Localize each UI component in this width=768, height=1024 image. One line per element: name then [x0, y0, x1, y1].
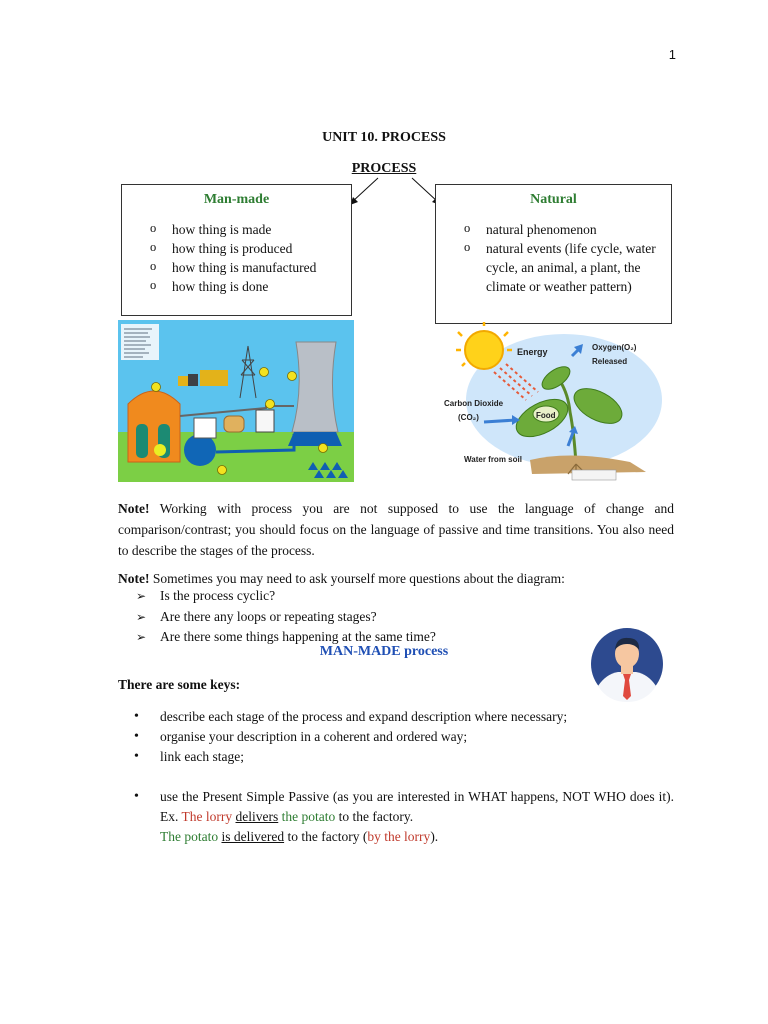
list-item: ➢ Are there some things happening at the same time?: [136, 627, 566, 648]
note-text: Working with process you are not supposed to use the language of change and comparison/contrast; you should focus on the language of passive and time transitions. You also need to describe the stages of the process.: [118, 501, 674, 558]
list-item: • link each stage;: [118, 747, 572, 767]
food-label: Food: [536, 411, 556, 420]
natural-box: [435, 184, 672, 324]
keys-heading: There are some keys:: [118, 677, 241, 692]
carbon-dioxide-label: Carbon Dioxide: [444, 399, 504, 408]
passive-rest: to the factory (: [284, 829, 368, 844]
avatar: [590, 624, 664, 708]
list-item: o how thing is manufactured: [150, 258, 351, 277]
oxygen-label: Oxygen(O₂): [592, 343, 637, 352]
passive-end: ).: [430, 829, 439, 844]
note-label: Note!: [118, 501, 150, 516]
list-item: [118, 787, 674, 847]
note-text: Sometimes you may need to ask yourself more questions about the diagram:: [149, 571, 565, 586]
passive-subject: The potato: [160, 829, 219, 844]
man-made-list: [122, 220, 351, 296]
list-item: • organise your description in a coherent and ordered way;: [118, 727, 572, 747]
list-item: o how thing is done: [150, 277, 351, 296]
passive-verb: is delivered: [221, 829, 285, 844]
question-list: [136, 586, 566, 648]
keys-list: [118, 707, 572, 767]
power-plant-illustration: [118, 320, 354, 482]
list-item: o natural phenomenon: [464, 220, 659, 239]
man-made-process-heading: MAN-MADE process: [319, 644, 449, 659]
passive-agent: by the lorry: [367, 829, 431, 844]
page-number: 1: [668, 47, 676, 62]
co2-label: (CO₂): [458, 413, 479, 422]
page-title: UNIT 10. PROCESS: [322, 130, 446, 145]
keys-list-last: [118, 787, 674, 847]
process-heading: PROCESS: [351, 161, 417, 176]
natural-heading: Natural: [530, 192, 577, 207]
list-item: o natural events (life cycle, water cycle, an animal, a plant, the climate or weather pattern): [464, 239, 659, 296]
water-label: Water from soil: [464, 455, 522, 464]
note-paragraph-1: [118, 498, 674, 561]
note-label: Note!: [118, 571, 150, 586]
example-object: the potato: [281, 809, 336, 824]
photosynthesis-illustration: [440, 322, 662, 486]
passive-rule-text: use the Present Simple Passive (as you are interested in WHAT happens, NOT WHO does it). Ex.: [160, 789, 674, 824]
man-made-box: [121, 184, 352, 316]
list-item: • describe each stage of the process and expand description where necessary;: [118, 707, 572, 727]
list-item: o how thing is produced: [150, 239, 351, 258]
list-item: o how thing is made: [150, 220, 351, 239]
list-item: ➢ Are there any loops or repeating stages?: [136, 607, 566, 628]
energy-label: Energy: [517, 347, 548, 357]
example-subject: The lorry: [181, 809, 233, 824]
example-verb: delivers: [235, 809, 279, 824]
released-label: Released: [592, 357, 628, 366]
man-made-heading: Man-made: [203, 192, 270, 207]
list-item: ➢ Is the process cyclic?: [136, 586, 566, 607]
example-rest: to the factory.: [335, 809, 414, 824]
natural-list: [436, 220, 671, 296]
